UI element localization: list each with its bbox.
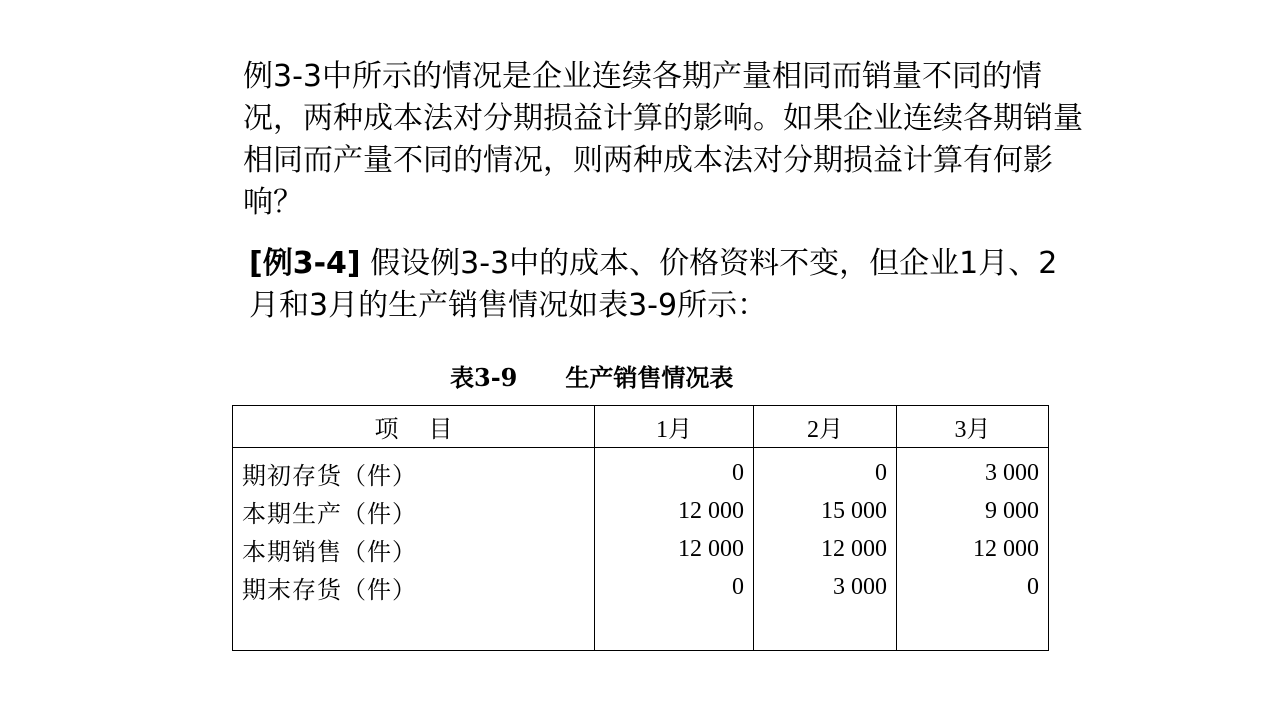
header-march: 3月 bbox=[897, 406, 1049, 448]
table-filler-row bbox=[233, 606, 1049, 651]
table-cell: 12 000 bbox=[595, 492, 754, 530]
row-label-opening-inventory: 期初存货（件） bbox=[233, 448, 595, 493]
table-caption-title: 生产销售情况表 bbox=[565, 363, 734, 392]
table-cell: 9 000 bbox=[897, 492, 1049, 530]
table-cell: 0 bbox=[595, 448, 754, 493]
empty-cell bbox=[754, 606, 897, 651]
empty-cell bbox=[595, 606, 754, 651]
example-paragraph bbox=[249, 243, 1069, 327]
production-sales-table bbox=[232, 405, 1049, 651]
table-row bbox=[233, 568, 1049, 606]
table-cell: 12 000 bbox=[897, 530, 1049, 568]
empty-cell bbox=[897, 606, 1049, 651]
table-caption-number: 表3-9 bbox=[450, 363, 518, 392]
table-cell: 15 000 bbox=[754, 492, 897, 530]
header-february: 2月 bbox=[754, 406, 897, 448]
table-cell: 3 000 bbox=[754, 568, 897, 606]
empty-cell bbox=[233, 606, 595, 651]
table-cell: 0 bbox=[897, 568, 1049, 606]
header-january: 1月 bbox=[595, 406, 754, 448]
row-label-production: 本期生产（件） bbox=[233, 492, 595, 530]
question-paragraph: 例3-3中所示的情况是企业连续各期产量相同而销量不同的情况，两种成本法对分期损益计算的影响。如果企业连续各期销量相同而产量不同的情况，则两种成本法对分期损益计算有何影响？ bbox=[243, 59, 1083, 220]
row-label-closing-inventory: 期末存货（件） bbox=[233, 568, 595, 606]
example-text: 假设例3-3中的成本、价格资料不变，但企业1月、2月和3月的生产销售情况如表3-9所示： bbox=[249, 246, 1058, 323]
example-label: [例3-4] bbox=[249, 246, 361, 281]
table-row bbox=[233, 530, 1049, 568]
table-cell: 12 000 bbox=[754, 530, 897, 568]
table-cell: 3 000 bbox=[897, 448, 1049, 493]
header-item: 项 目 bbox=[233, 406, 595, 448]
table-row bbox=[233, 492, 1049, 530]
row-label-sales: 本期销售（件） bbox=[233, 530, 595, 568]
table-caption bbox=[450, 362, 733, 394]
table-header-row bbox=[233, 406, 1049, 448]
table-cell: 0 bbox=[754, 448, 897, 493]
table-row bbox=[233, 448, 1049, 493]
table-cell: 12 000 bbox=[595, 530, 754, 568]
table-cell: 0 bbox=[595, 568, 754, 606]
